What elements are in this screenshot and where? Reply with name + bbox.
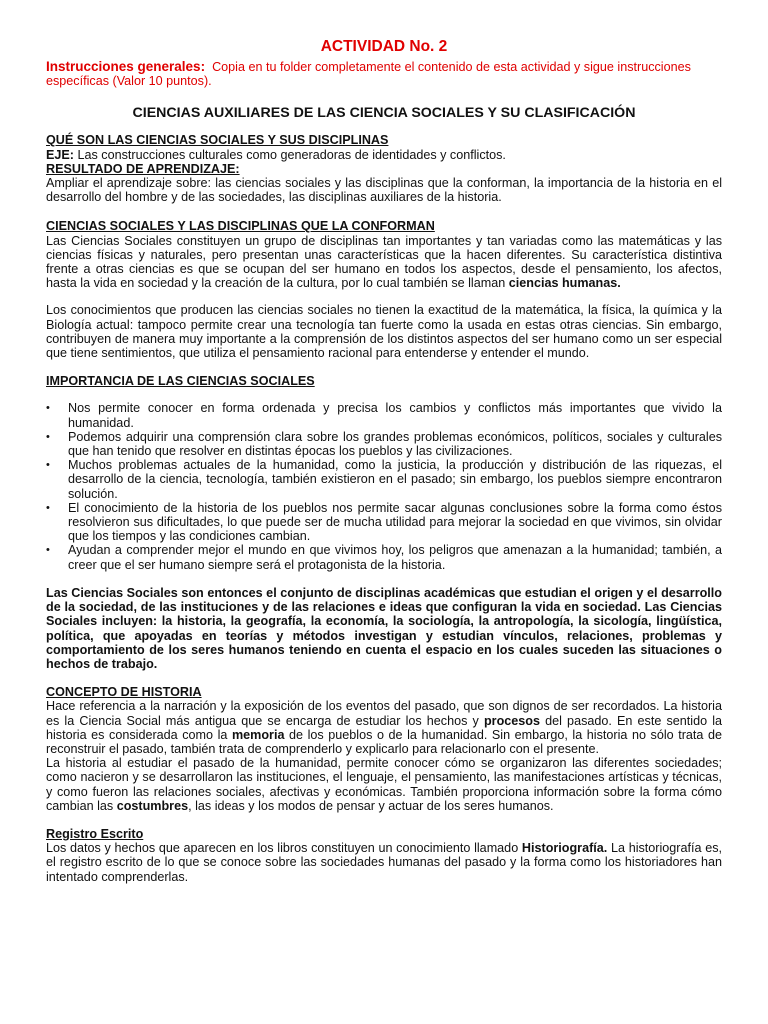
disciplinas-p1-bold: ciencias humanas.: [508, 276, 621, 291]
historia-paragraph-2: La historia al estudiar el pasado de la humanidad, permite conocer cómo se organizaron las diferentes sociedades; como nacieron y se desarrollaron las instituciones, el lenguaje, el pensamiento, las manifestaciones artísticas y técnicas, y como fueron las relaciones sociales, afectivas y económicas. También proporciona información sobre la forma cómo cambian las costumbres, las ideas y los modos de pensar y actuar de los seres humanos.: [46, 756, 722, 813]
list-item: • El conocimiento de la historia de los pueblos nos permite sacar algunas conclusiones sobre la forma como éstos resolvieron sus dificultades, lo que puede ser de mucha utilidad para mejorar la sociedad en que vivimos, sin olvidar que los tiempos y las condiciones cambian.: [46, 500, 722, 544]
historia-paragraph-1: Hace referencia a la narración y la exposición de los eventos del pasado, que son dignos de ser recordados. La historia es la Ciencia Social más antigua que se encarga de estudiar los hechos y procesos del pasado. En este sentido la historia es considerada como la memoria de los pueblos o de la humanidad. Sin embargo, la historia no sólo trata de reconstruir el pasado, también trata de comprenderlo y explicarlo para relacionarlo con el presente.: [46, 699, 723, 756]
disciplinas-paragraph-2: Los conocimientos que producen las ciencias sociales no tienen la exactitud de la matemática, la física, la química y la Biología actual: tampoco permite crear una tecnología tan fuerte como la usada en estas otras ciencias. Sin embargo, contribuyen de manera muy importante a la comprensión de los distintos aspectos del ser humano como un ser especial que tiene sentimientos, que utiliza el pensamiento racional para entenderse y entender el mundo.: [46, 303, 722, 361]
disciplinas-p1-text: Las Ciencias Sociales constituyen un grupo de disciplinas tan importantes y tan variadas como las matemáticas y las ciencias físicas y naturales, pero presentan unas características que la hacen diferentes. Su característica distintiva frente a otras ciencias es que se ocupan del ser humano en todos los aspectos, desde el pensamiento, los afectos, hasta la vida en sociedad y la creación de la cultura, por lo cual también se llaman: [46, 233, 722, 291]
eje-line: [46, 148, 722, 162]
instructions-label: Instrucciones generales:: [46, 59, 206, 74]
bold-procesos: procesos: [483, 713, 540, 728]
bold-costumbres: costumbres: [116, 798, 189, 813]
section-title-registro: Registro Escrito: [46, 826, 144, 841]
registro-paragraph: Los datos y hechos que aparecen en los libros constituyen un conocimiento llamado Historiografía. La historiografía es, el registro escrito de lo que se conoce sobre las sociedades humanas del pasado y la forma como los historiadores han intentado comprenderlas.: [46, 841, 722, 884]
section-title-historia: CONCEPTO DE HISTORIA: [46, 685, 202, 700]
importancia-list: [46, 401, 722, 571]
section-title-importancia: IMPORTANCIA DE LAS CIENCIAS SOCIALES: [46, 374, 315, 389]
activity-title: ACTIVIDAD No. 2: [320, 38, 448, 55]
bullet-glyph: •: [46, 402, 50, 415]
list-item: • Podemos adquirir una comprensión clara sobre los grandes problemas económicos, políticos, sociales y culturales que han tenido que resolver en distintas épocas los pueblos y las civilizaciones.: [46, 429, 722, 459]
bold-historiografia: Historiografía.: [521, 841, 608, 856]
ciencias-sociales-summary: Las Ciencias Sociales son entonces el conjunto de disciplinas académicas que estudian el origen y el desarrollo de la sociedad, de las instituciones y de las relaciones e ideas que configuran la vida en sociedad. Las Ciencias Sociales incluyen: la historia, la geografía, la economía, la sociología, la antropología, la sicología, lingüística, política, que apoyadas en teorías y métodos investigan y estudian vínculos, relaciones, problemas y comportamiento de los seres humanos teniendo en cuenta el espacio en los cuales suceden las situaciones o hechos de trabajo.: [46, 585, 722, 671]
bullet-glyph: •: [46, 430, 50, 443]
section-title-disciplinas: CIENCIAS SOCIALES Y LAS DISCIPLINAS QUE LA CONFORMAN: [46, 219, 435, 234]
list-item: • Ayudan a comprender mejor el mundo en que vivimos hoy, los peligros que amenazan a la humanidad; también, a creer que el ser humano siempre será el protagonista de la historia.: [46, 543, 722, 572]
resultado-text: Ampliar el aprendizaje sobre: las ciencias sociales y las disciplinas que la conforman, la importancia de la historia en el desarrollo del hombre y de las sociedades, las disciplinas auxiliares de la historia.: [46, 176, 722, 205]
eje-label: EJE:: [46, 147, 74, 162]
list-item: • Muchos problemas actuales de la humanidad, como la justicia, la producción y distribución de las riquezas, el desarrollo de la ciencia, tecnología, también existieron en el pasado; sin embargo, los pueblos siempre encontraron solución.: [46, 458, 722, 501]
document-heading: CIENCIAS AUXILIARES DE LAS CIENCIA SOCIALES Y SU CLASIFICACIÓN: [132, 105, 636, 122]
bullet-glyph: •: [46, 459, 50, 472]
section-title-resultado: RESULTADO DE APRENDIZAJE:: [46, 161, 240, 176]
list-item: • Nos permite conocer en forma ordenada y precisa los cambios y conflictos más importantes que vivido la humanidad.: [46, 401, 722, 430]
bullet-glyph: •: [46, 501, 50, 514]
disciplinas-paragraph-1: [46, 234, 722, 291]
general-instructions: [46, 60, 722, 88]
instructions-text: Copia en tu folder completamente el contenido de esta actividad y sigue instrucciones específicas (Valor 10 puntos).: [46, 60, 691, 89]
bullet-glyph: •: [46, 544, 50, 557]
bold-memoria: memoria: [231, 727, 285, 742]
eje-text: Las construcciones culturales como generadoras de identidades y conflictos.: [77, 147, 506, 162]
section-title-que-son: QUÉ SON LAS CIENCIAS SOCIALES Y SUS DISCIPLINAS: [46, 133, 389, 148]
